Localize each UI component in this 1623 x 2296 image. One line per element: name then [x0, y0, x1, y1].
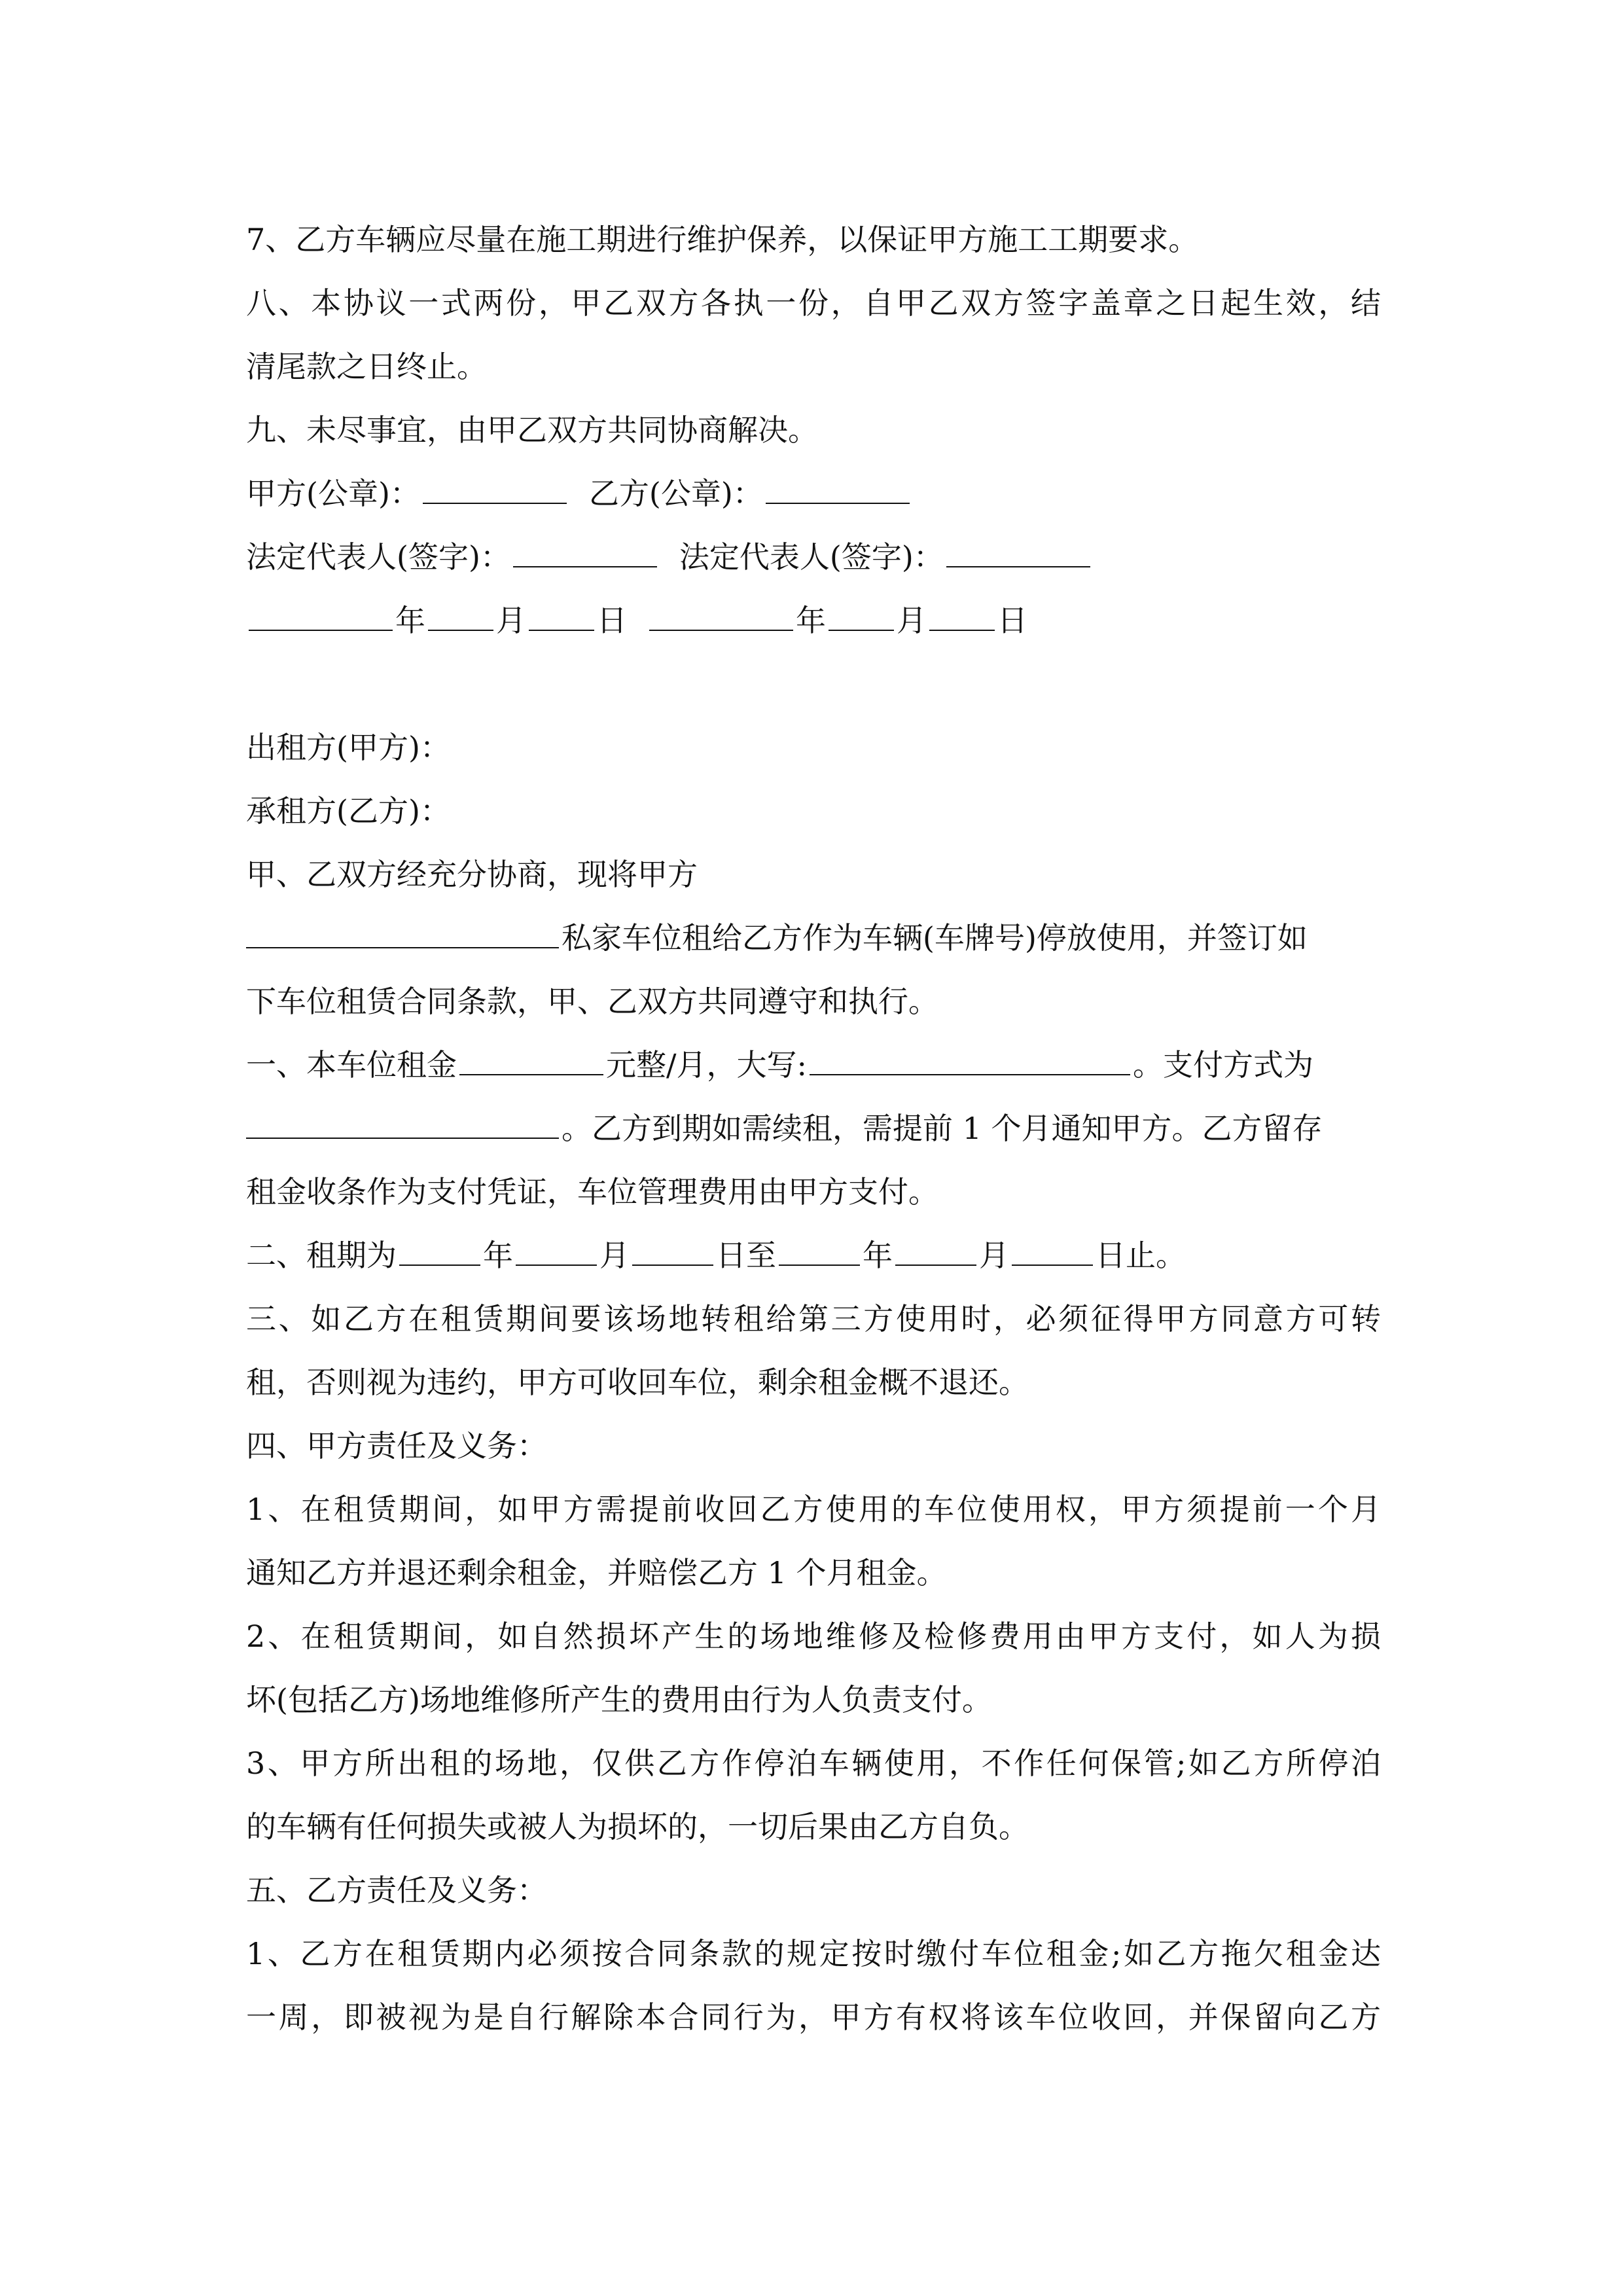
- lessor-line: 出租方(甲方)：: [246, 730, 450, 765]
- term-start-month-blank[interactable]: [516, 1238, 597, 1266]
- article-four-item2-line2: 坏(包括乙方)场地维修所产生的费用由行为人负责支付。: [246, 1682, 992, 1717]
- payment-method-blank[interactable]: [246, 1111, 559, 1139]
- date-b-year-blank[interactable]: [649, 603, 793, 631]
- term-day-to: 日至: [716, 1238, 776, 1273]
- rent-amount-blank[interactable]: [459, 1048, 603, 1075]
- date-a-day: 日: [597, 603, 627, 638]
- article-one-line1: [246, 1033, 1381, 1097]
- section-gap: [246, 653, 1381, 716]
- clause-eight-line1: 八、本协议一式两份，甲乙双方各执一份，自甲乙双方签字盖章之日起生效，结: [246, 285, 1381, 321]
- term-end-year-blank[interactable]: [779, 1238, 860, 1266]
- date-a-day-blank[interactable]: [529, 603, 594, 631]
- date-a-year-blank[interactable]: [249, 603, 393, 631]
- article-three-line2: 租，否则视为违约，甲方可收回车位，剩余租金概不退还。: [246, 1365, 1029, 1400]
- party-a-seal-label: 甲方(公章)：: [246, 476, 420, 511]
- party-b-seal-label: 乙方(公章)：: [588, 476, 763, 511]
- term-start-day-blank[interactable]: [632, 1238, 713, 1266]
- clause-eight-line2: 清尾款之日终止。: [246, 349, 487, 384]
- article-five-item1-line2: 一周，即被视为是自行解除本合同行为，甲方有权将该车位收回，并保留向乙方: [246, 2000, 1381, 2035]
- legal-rep-a-blank[interactable]: [513, 540, 657, 567]
- term-end-year: 年: [863, 1238, 893, 1273]
- date-line: [246, 589, 1381, 653]
- legal-rep-a-label: 法定代表人(签字)：: [246, 539, 510, 575]
- payment-method-label: 。支付方式为: [1133, 1047, 1313, 1083]
- intro-line3: 下车位租赁合同条款，甲、乙双方共同遵守和执行。: [246, 984, 938, 1019]
- rent-unit: 元整/月，大写:: [606, 1047, 807, 1083]
- intro-line1: 甲、乙双方经充分协商，现将甲方: [246, 857, 698, 892]
- contract-text: [246, 208, 1381, 2049]
- date-b-month-blank[interactable]: [829, 603, 894, 631]
- term-end-day-blank[interactable]: [1012, 1238, 1093, 1266]
- term-end-month: 月: [979, 1238, 1009, 1273]
- date-b-year: 年: [796, 603, 826, 638]
- article-two: [246, 1224, 1381, 1287]
- legal-rep-b-blank[interactable]: [946, 540, 1090, 567]
- date-b-day-blank[interactable]: [929, 603, 995, 631]
- legal-rep-b-label: 法定代表人(签字)：: [679, 539, 944, 575]
- article-five-item1-line1: 1、乙方在租赁期内必须按合同条款的规定按时缴付车位租金;如乙方拖欠租金达: [246, 1936, 1381, 1971]
- article-one-line3: 租金收条作为支付凭证，车位管理费用由甲方支付。: [246, 1174, 938, 1210]
- article-three-line1: 三、如乙方在租赁期间要该场地转租给第三方使用时，必须征得甲方同意方可转: [246, 1301, 1381, 1336]
- article-four-heading: 四、甲方责任及义务：: [246, 1428, 547, 1463]
- legal-rep-line: [246, 526, 1381, 589]
- intro-line2-text: 私家车位租给乙方作为车辆(车牌号)停放使用，并签订如: [562, 920, 1308, 956]
- term-end-month-blank[interactable]: [895, 1238, 976, 1266]
- rent-label: 一、本车位租金: [246, 1047, 457, 1083]
- article-five-heading: 五、乙方责任及义务：: [246, 1873, 547, 1908]
- article-four-item1-line2: 通知乙方并退还剩余租金，并赔偿乙方 1 个月租金。: [246, 1555, 947, 1590]
- date-a-year: 年: [395, 603, 425, 638]
- term-end: 日止。: [1096, 1238, 1186, 1273]
- date-b-day: 日: [997, 603, 1027, 638]
- article-four-item3-line1: 3、甲方所出租的场地，仅供乙方作停泊车辆使用，不作任何保管;如乙方所停泊: [246, 1746, 1381, 1781]
- rent-capital-blank[interactable]: [810, 1048, 1130, 1075]
- intro-line2: [246, 906, 1381, 970]
- date-a-month-blank[interactable]: [428, 603, 493, 631]
- clause-7: 7、乙方车辆应尽量在施工期进行维护保养，以保证甲方施工工期要求。: [246, 222, 1199, 257]
- party-b-seal-blank[interactable]: [766, 476, 910, 504]
- clause-nine: 九、未尽事宜，由甲乙双方共同协商解决。: [246, 412, 818, 448]
- term-label: 二、租期为: [246, 1238, 397, 1273]
- date-a-month: 月: [496, 603, 526, 638]
- article-four-item2-line1: 2、在租赁期间，如自然损坏产生的场地维修及检修费用由甲方支付，如人为损: [246, 1619, 1381, 1654]
- term-start-year: 年: [483, 1238, 513, 1273]
- renewal-text: 。乙方到期如需续租，需提前 1 个月通知甲方。乙方留存: [562, 1111, 1323, 1146]
- article-four-item1-line1: 1、在租赁期间，如甲方需提前收回乙方使用的车位使用权，甲方须提前一个月: [246, 1492, 1381, 1527]
- article-one-line2: [246, 1097, 1381, 1160]
- article-four-item3-line2: 的车辆有任何损失或被人为损坏的，一切后果由乙方自负。: [246, 1809, 1029, 1844]
- seal-line: [246, 462, 1381, 526]
- term-start-month: 月: [599, 1238, 630, 1273]
- lessee-line: 承租方(乙方)：: [246, 793, 450, 829]
- date-b-month: 月: [897, 603, 927, 638]
- party-a-seal-blank[interactable]: [423, 476, 567, 504]
- parking-space-blank[interactable]: [246, 921, 559, 948]
- term-start-year-blank[interactable]: [399, 1238, 480, 1266]
